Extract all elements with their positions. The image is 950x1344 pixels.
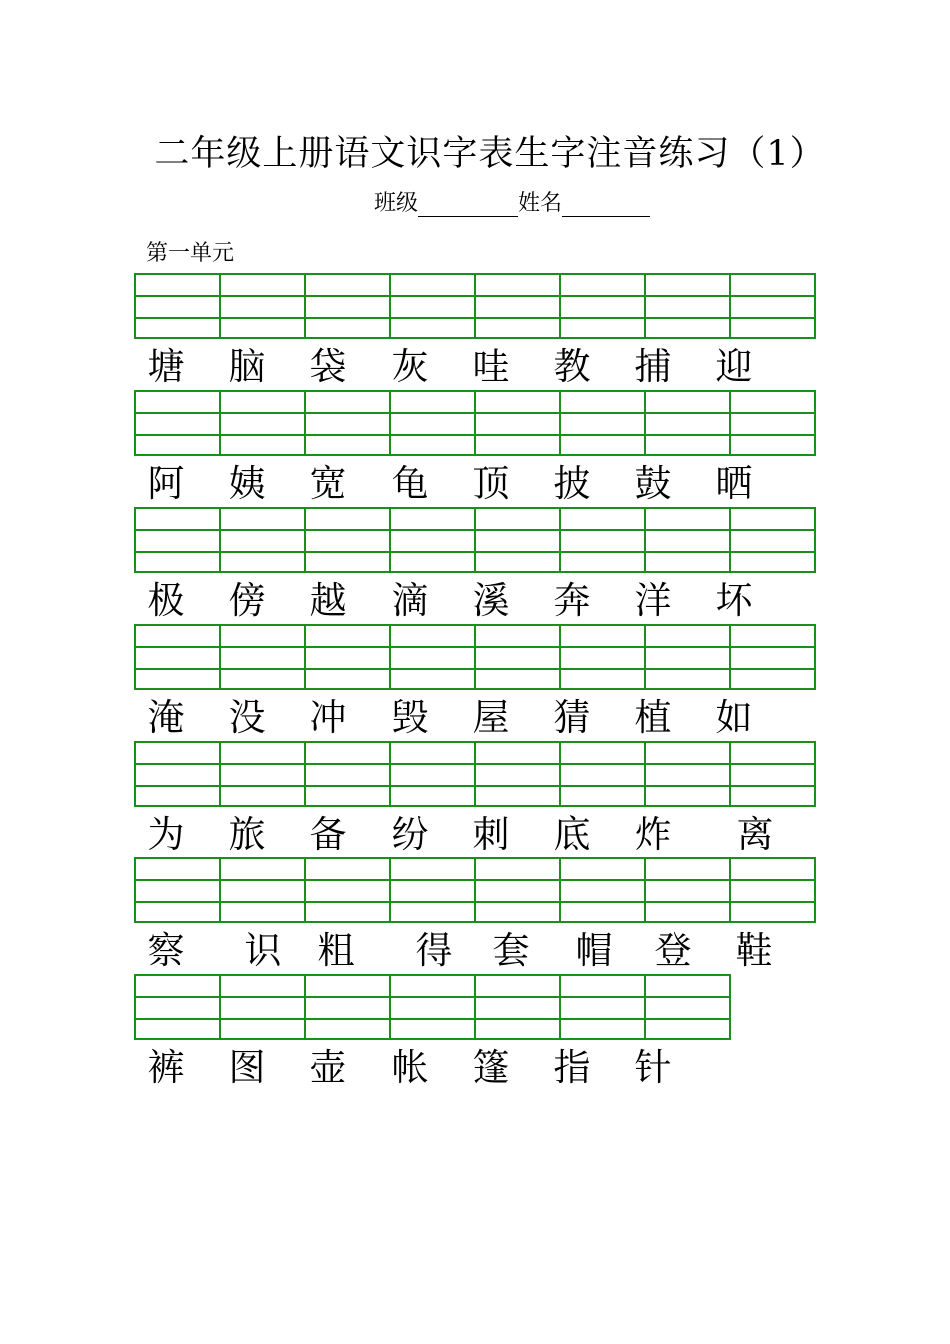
hanzi-character: 毁 (391, 696, 429, 739)
pinyin-writing-cell[interactable] (221, 509, 306, 571)
pinyin-writing-cell[interactable] (476, 743, 561, 805)
pinyin-writing-cell[interactable] (391, 509, 476, 571)
pinyin-writing-cell[interactable] (221, 976, 306, 1038)
hanzi-character: 旅 (228, 813, 266, 856)
hanzi-character: 越 (309, 579, 347, 622)
hanzi-character: 帽 (575, 929, 613, 972)
hanzi-character: 龟 (391, 462, 429, 505)
hanzi-character: 纷 (391, 813, 429, 856)
pinyin-writing-cell[interactable] (306, 626, 391, 688)
hanzi-character: 粗 (317, 929, 355, 972)
hanzi-character: 宽 (309, 462, 347, 505)
hanzi-character: 帐 (391, 1046, 429, 1089)
hanzi-character: 奔 (553, 579, 591, 622)
hanzi-character: 捕 (634, 345, 672, 388)
hanzi-character: 鞋 (735, 929, 773, 972)
pinyin-writing-cell[interactable] (731, 392, 816, 454)
pinyin-writing-cell[interactable] (391, 275, 476, 337)
pinyin-writing-cell[interactable] (391, 859, 476, 921)
hanzi-character: 迎 (715, 345, 753, 388)
pinyin-grid (134, 857, 816, 923)
pinyin-writing-cell[interactable] (221, 859, 306, 921)
pinyin-writing-cell[interactable] (731, 859, 816, 921)
pinyin-writing-cell[interactable] (306, 392, 391, 454)
pinyin-writing-cell[interactable] (561, 976, 646, 1038)
class-blank[interactable] (418, 192, 518, 217)
hanzi-character: 披 (553, 462, 591, 505)
hanzi-character: 坏 (715, 579, 753, 622)
pinyin-writing-cell[interactable] (391, 626, 476, 688)
pinyin-writing-cell[interactable] (136, 392, 221, 454)
hanzi-character: 指 (553, 1046, 591, 1089)
pinyin-writing-cell[interactable] (221, 275, 306, 337)
pinyin-writing-cell[interactable] (476, 626, 561, 688)
hanzi-character: 裤 (147, 1046, 185, 1089)
pinyin-writing-cell[interactable] (476, 509, 561, 571)
pinyin-writing-cell[interactable] (136, 859, 221, 921)
pinyin-writing-cell[interactable] (391, 392, 476, 454)
hanzi-character: 塘 (147, 345, 185, 388)
pinyin-writing-cell[interactable] (221, 743, 306, 805)
character-row (0, 462, 950, 506)
pinyin-writing-cell[interactable] (136, 743, 221, 805)
pinyin-writing-cell[interactable] (561, 392, 646, 454)
hanzi-character: 底 (553, 813, 591, 856)
pinyin-writing-cell[interactable] (561, 743, 646, 805)
hanzi-character: 察 (147, 929, 185, 972)
hanzi-character: 植 (634, 696, 672, 739)
pinyin-writing-cell[interactable] (731, 275, 816, 337)
pinyin-grid (134, 741, 816, 807)
hanzi-character: 篷 (472, 1046, 510, 1089)
pinyin-writing-cell[interactable] (561, 626, 646, 688)
character-row (0, 1046, 950, 1090)
hanzi-character: 针 (634, 1046, 672, 1089)
pinyin-writing-cell[interactable] (646, 743, 731, 805)
student-info-line (374, 186, 650, 217)
hanzi-character: 傍 (228, 579, 266, 622)
pinyin-writing-cell[interactable] (731, 743, 816, 805)
pinyin-grid (134, 507, 816, 573)
hanzi-character: 得 (415, 929, 453, 972)
pinyin-writing-cell[interactable] (391, 743, 476, 805)
hanzi-character: 教 (553, 345, 591, 388)
pinyin-writing-cell[interactable] (476, 859, 561, 921)
hanzi-character: 袋 (309, 345, 347, 388)
hanzi-character: 图 (228, 1046, 266, 1089)
pinyin-writing-cell[interactable] (136, 509, 221, 571)
unit-heading: 第一单元 (146, 241, 235, 266)
hanzi-character: 套 (492, 929, 530, 972)
hanzi-character: 屋 (472, 696, 510, 739)
hanzi-character: 哇 (472, 345, 510, 388)
pinyin-grid (134, 974, 731, 1040)
hanzi-character: 备 (309, 813, 347, 856)
character-row (0, 345, 950, 389)
pinyin-writing-cell[interactable] (646, 626, 731, 688)
pinyin-grid (134, 624, 816, 690)
name-label: 姓名 (518, 191, 563, 216)
pinyin-writing-cell[interactable] (561, 275, 646, 337)
character-row (0, 813, 950, 857)
hanzi-character: 炸 (634, 813, 672, 856)
hanzi-character: 如 (715, 696, 753, 739)
pinyin-writing-cell[interactable] (306, 976, 391, 1038)
hanzi-character: 极 (147, 579, 185, 622)
hanzi-character: 识 (244, 929, 282, 972)
pinyin-writing-cell[interactable] (136, 275, 221, 337)
pinyin-grid (134, 273, 816, 339)
pinyin-writing-cell[interactable] (306, 509, 391, 571)
hanzi-character: 阿 (147, 462, 185, 505)
character-row (0, 579, 950, 623)
pinyin-writing-cell[interactable] (476, 392, 561, 454)
page-title: 二年级上册语文识字表生字注音练习（1） (154, 134, 826, 174)
character-row (0, 696, 950, 740)
hanzi-character: 壶 (309, 1046, 347, 1089)
pinyin-writing-cell[interactable] (306, 859, 391, 921)
hanzi-character: 鼓 (634, 462, 672, 505)
pinyin-writing-cell[interactable] (476, 976, 561, 1038)
hanzi-character: 为 (147, 813, 185, 856)
pinyin-writing-cell[interactable] (306, 743, 391, 805)
pinyin-writing-cell[interactable] (476, 275, 561, 337)
pinyin-writing-cell[interactable] (136, 626, 221, 688)
class-label: 班级 (374, 191, 419, 216)
pinyin-writing-cell[interactable] (731, 626, 816, 688)
pinyin-writing-cell[interactable] (221, 392, 306, 454)
hanzi-character: 姨 (228, 462, 266, 505)
hanzi-character: 灰 (391, 345, 429, 388)
hanzi-character: 离 (736, 813, 774, 856)
pinyin-grid (134, 390, 816, 456)
hanzi-character: 晒 (715, 462, 753, 505)
hanzi-character: 没 (228, 696, 266, 739)
hanzi-character: 洋 (634, 579, 672, 622)
hanzi-character: 滴 (391, 579, 429, 622)
hanzi-character: 登 (654, 929, 692, 972)
hanzi-character: 冲 (309, 696, 347, 739)
pinyin-writing-cell[interactable] (561, 509, 646, 571)
pinyin-writing-cell[interactable] (646, 275, 731, 337)
pinyin-writing-cell[interactable] (306, 275, 391, 337)
name-blank[interactable] (562, 192, 650, 217)
hanzi-character: 溪 (472, 579, 510, 622)
hanzi-character: 淹 (147, 696, 185, 739)
character-row (0, 929, 950, 973)
hanzi-character: 猜 (553, 696, 591, 739)
pinyin-writing-cell[interactable] (221, 626, 306, 688)
pinyin-writing-cell[interactable] (391, 976, 476, 1038)
pinyin-writing-cell[interactable] (646, 976, 731, 1038)
pinyin-writing-cell[interactable] (561, 859, 646, 921)
hanzi-character: 脑 (228, 345, 266, 388)
pinyin-writing-cell[interactable] (646, 859, 731, 921)
pinyin-writing-cell[interactable] (731, 509, 816, 571)
pinyin-writing-cell[interactable] (136, 976, 221, 1038)
hanzi-character: 刺 (472, 813, 510, 856)
pinyin-writing-cell[interactable] (646, 509, 731, 571)
hanzi-character: 顶 (472, 462, 510, 505)
pinyin-writing-cell[interactable] (646, 392, 731, 454)
